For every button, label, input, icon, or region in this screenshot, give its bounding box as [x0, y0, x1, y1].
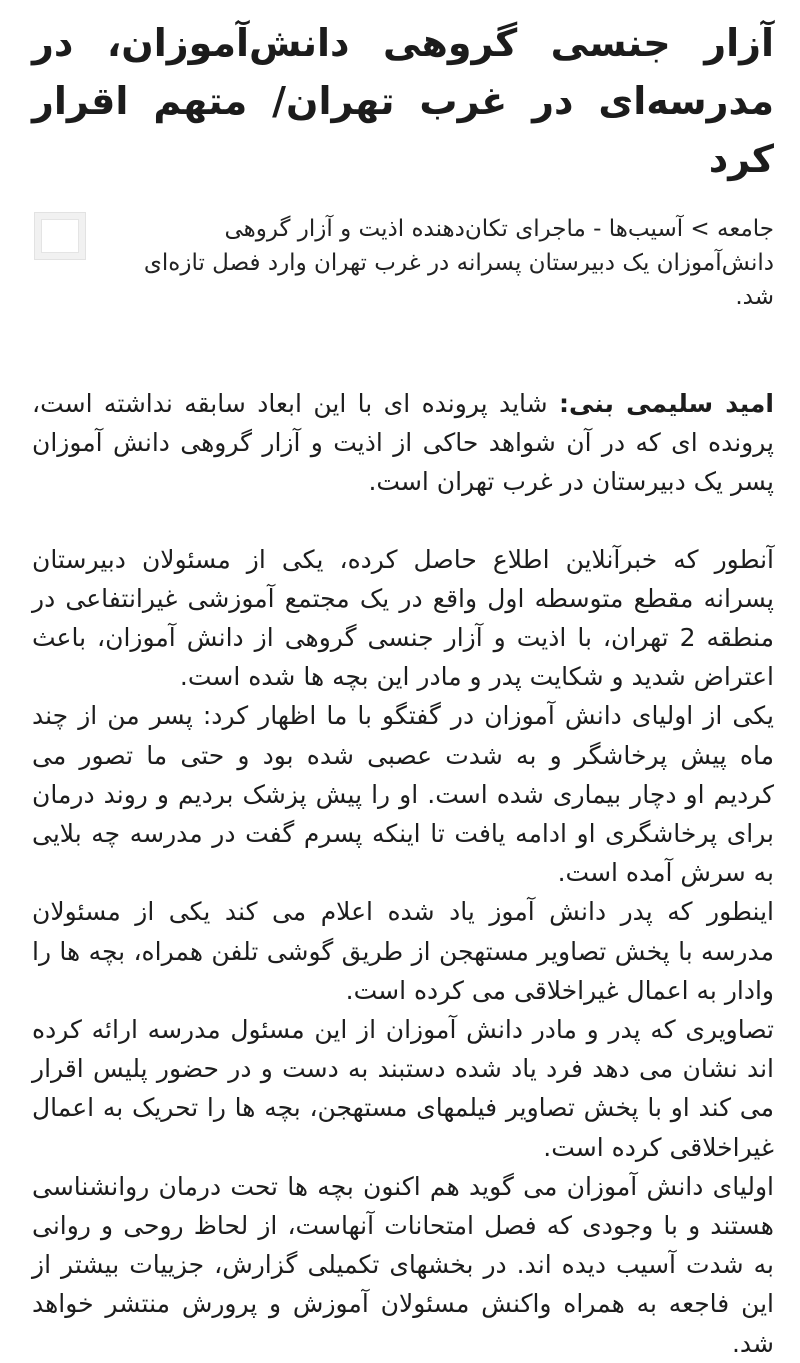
article-headline: آزار جنسی گروهی دانش‌آموزان، در مدرسه‌ای در غرب تهران/ متهم اقرار کرد — [32, 21, 774, 181]
lead-summary: ماجرای تکان‌دهنده اذیت و آزار گروهی دانش‌آموزان یک دبیرستان پسرانه در غرب تهران وارد فصل تازه‌ای شد. — [143, 216, 774, 310]
breadcrumb-section-link[interactable]: آسیب‌ها — [608, 216, 684, 242]
body-paragraph: اینطور که پدر دانش آموز یاد شده اعلام می کند یکی از مسئولان مدرسه با پخش تصاویر مستهجن از طریق گوشی تلفن همراه، بچه ها را وادار به اعمال غیراخلاقی می کرده است. — [32, 897, 774, 1005]
breadcrumb-separator: > — [690, 216, 710, 242]
body-paragraph: تصاویری که پدر و مادر دانش آموزان از این مسئول مدرسه ارائه کرده اند نشان می دهد فرد یاد شده دستبند به دست و در حضور پلیس اقرار می کند او با پخش تصاویر فیلمهای مستهجن، بچه ها را تحریک به اعمال غیراخلاقی کرده است. — [32, 1015, 774, 1162]
paragraph-spacer — [32, 502, 774, 540]
image-placeholder-icon[interactable] — [34, 212, 86, 260]
lead-text — [32, 212, 774, 314]
body-paragraph: اولیای دانش آموزان می گوید هم اکنون بچه ها تحت درمان روانشناسی هستند و با وجودی که فصل امتحانات آنهاست، از لحاظ روحی و روانی به شدت آسیب دیده اند. در بخشهای تکمیلی گزارش، جزییات بیشتر از این فاجعه به همراه واکنش مسئولان آموزش و پرورش منتشر خواهد شد. — [32, 1171, 774, 1358]
breadcrumb-dash: - — [593, 216, 602, 242]
article-body — [32, 384, 774, 1363]
intro-paragraph — [32, 384, 774, 502]
author-name: امید سلیمی بنی: — [559, 389, 774, 418]
breadcrumb-category-link[interactable]: جامعه — [717, 216, 774, 242]
body-paragraph: آنطور که خبرآنلاین اطلاع حاصل کرده، یکی از مسئولان دبیرستان پسرانه مقطع متوسطه اول واقع در یک مجتمع آموزشی غیرانتفاعی در منطقه 2 تهران، با اذیت و آزار جنسی گروهی از دانش آموزان، باعث اعتراض شدید و شکایت پدر و مادر این بچه ها شده است. — [32, 544, 774, 692]
body-paragraph: یکی از اولیای دانش آموزان در گفتگو با ما اظهار کرد: پسر من از چند ماه پیش پرخاشگر و به شدت عصبی شده بود و حتی ما تصور می کردیم او دچار بیماری شده است. او را پیش پزشک بردیم و روند درمان برای پرخاشگری او ادامه یافت تا اینکه پسرم گفت در مدرسه چه بلایی به سرش آمده است. — [32, 701, 774, 888]
intro-text: شاید پرونده ای با این ابعاد سابقه نداشته است، پرونده ای که در آن شواهد حاکی از اذیت و آزار گروهی دانش آموزان پسر یک دبیرستان در غرب تهران است. — [32, 389, 774, 497]
article-lead — [32, 212, 774, 314]
